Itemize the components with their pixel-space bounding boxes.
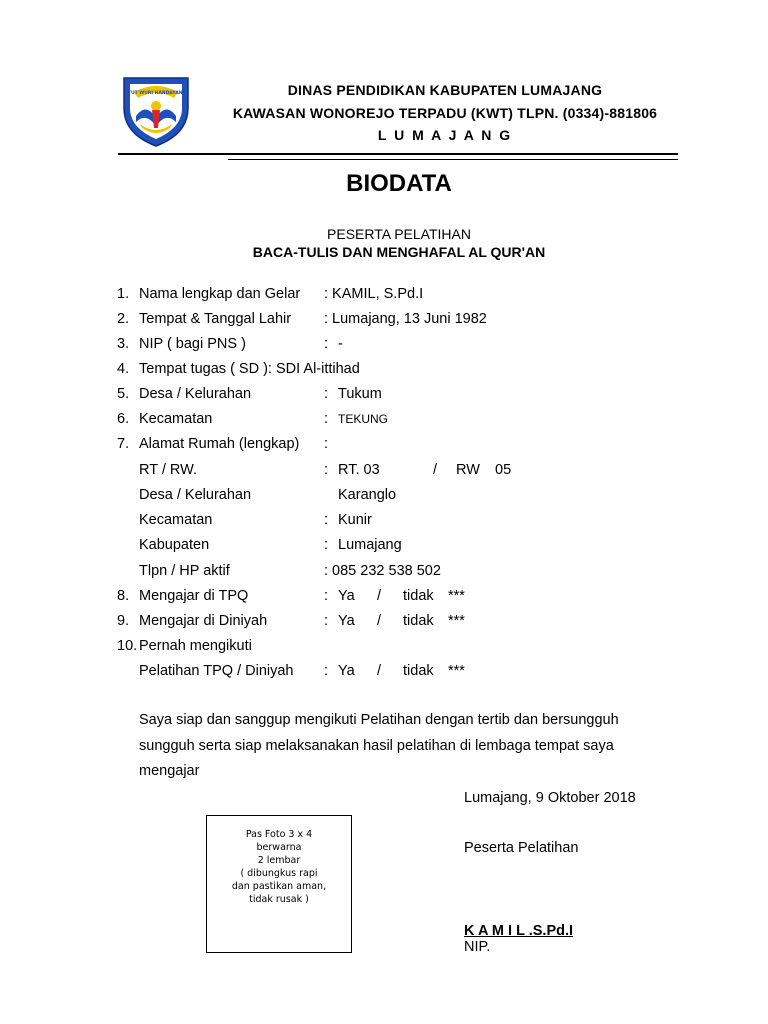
field-label-birth: Tempat & Tanggal Lahir xyxy=(139,311,292,327)
field-label-home-village: Desa / Kelurahan xyxy=(139,487,252,503)
photo-instruction-line: dan pastikan aman, xyxy=(231,881,327,892)
signature-nip: NIP. xyxy=(464,939,491,955)
document-title: BIODATA xyxy=(346,170,452,197)
header-city: L U M A J A N G xyxy=(377,127,513,143)
field-colon: : xyxy=(324,512,329,528)
statement-line: mengajar xyxy=(139,763,200,779)
field-number: 4. xyxy=(117,361,130,377)
option-slash: / xyxy=(377,663,382,679)
option-mark: *** xyxy=(448,613,465,629)
field-value-home-village: Karanglo xyxy=(338,487,397,503)
photo-instruction-line: 2 lembar xyxy=(257,855,301,866)
field-label-address: Alamat Rumah (lengkap) xyxy=(139,436,300,452)
field-number: 2. xyxy=(117,311,130,327)
statement-paragraph xyxy=(139,708,699,785)
header-rule-thin xyxy=(228,159,678,160)
signature-role: Peserta Pelatihan xyxy=(464,840,579,856)
field-value-phone: : 085 232 538 502 xyxy=(324,563,441,579)
option-ya: Ya xyxy=(338,613,355,629)
field-number: 3. xyxy=(117,336,130,352)
field-value-village: Tukum xyxy=(338,386,382,402)
header-office-name: DINAS PENDIDIKAN KABUPATEN LUMAJANG xyxy=(287,82,603,98)
field-number: 8. xyxy=(117,588,130,604)
field-label-regency: Kabupaten xyxy=(139,537,210,553)
option-slash: / xyxy=(377,588,382,604)
field-label-rw: RW xyxy=(456,462,480,478)
photo-placeholder-box xyxy=(206,815,352,953)
option-mark: *** xyxy=(448,588,465,604)
field-number: 5. xyxy=(117,386,130,402)
field-value-nip: - xyxy=(338,336,343,352)
field-colon: : xyxy=(324,462,329,478)
field-colon: : xyxy=(324,588,329,604)
field-workplace: Tempat tugas ( SD ): SDI Al-ittihad xyxy=(139,361,360,377)
field-number: 9. xyxy=(117,613,130,629)
field-value-name: : KAMIL, S.Pd.I xyxy=(324,286,424,302)
option-tidak: tidak xyxy=(403,588,434,604)
option-slash: / xyxy=(377,613,382,629)
field-value-rw: 05 xyxy=(495,462,512,478)
signature-place-date: Lumajang, 9 Oktober 2018 xyxy=(464,790,636,806)
field-label-home-district: Kecamatan xyxy=(139,512,213,528)
field-colon: : xyxy=(324,411,329,427)
subtitle-participant: PESERTA PELATIHAN xyxy=(327,226,471,242)
field-colon: : xyxy=(324,663,329,679)
option-ya: Ya xyxy=(338,588,355,604)
field-label-village: Desa / Kelurahan xyxy=(139,386,252,402)
field-number: 6. xyxy=(117,411,130,427)
option-tidak: tidak xyxy=(403,613,434,629)
option-ya: Ya xyxy=(338,663,355,679)
field-value-home-district: Kunir xyxy=(338,512,372,528)
photo-instruction-line: ( dibungkus rapi xyxy=(240,868,318,879)
photo-instruction-line: berwarna xyxy=(256,842,302,853)
subtitle-training: BACA-TULIS DAN MENGHAFAL AL QUR'AN xyxy=(252,244,546,260)
field-value-birth: : Lumajang, 13 Juni 1982 xyxy=(324,311,487,327)
field-label-rtrw: RT / RW. xyxy=(139,462,198,478)
field-colon: : xyxy=(324,336,329,352)
field-number: 10. xyxy=(117,638,138,654)
field-value-regency: Lumajang xyxy=(338,537,402,553)
photo-instruction-line: tidak rusak ) xyxy=(249,894,309,905)
option-tidak: tidak xyxy=(403,663,434,679)
field-label-diniyah: Mengajar di Diniyah xyxy=(139,613,268,629)
statement-line: sungguh serta siap melaksanakan hasil pelatihan di lembaga tempat saya xyxy=(139,737,614,754)
field-label-nip: NIP ( bagi PNS ) xyxy=(139,336,246,352)
field-value-rt: RT. 03 xyxy=(338,462,380,478)
logo-lettering: TUT WURI HANDAYANI xyxy=(127,91,185,96)
field-label-district: Kecamatan xyxy=(139,411,213,427)
option-mark: *** xyxy=(448,663,465,679)
field-label-training-tpq: Pelatihan TPQ / Diniyah xyxy=(139,663,294,679)
field-label-phone: Tlpn / HP aktif xyxy=(139,563,230,579)
field-number: 1. xyxy=(117,286,130,302)
field-colon: : xyxy=(324,613,329,629)
header-address: KAWASAN WONOREJO TERPADU (KWT) TLPN. (0334)-881806 xyxy=(232,105,658,121)
statement-line: Saya siap dan sanggup mengikuti Pelatihan dengan tertib dan bersungguh xyxy=(139,712,619,728)
signature-name: K A M I L .S.Pd.I xyxy=(464,923,574,939)
field-label-tpq: Mengajar di TPQ xyxy=(139,588,249,604)
field-slash: / xyxy=(433,462,438,478)
field-colon: : xyxy=(324,386,329,402)
field-colon: : xyxy=(324,436,329,452)
header-rule-thick xyxy=(118,153,678,155)
field-value-district: TEKUNG xyxy=(338,412,389,426)
field-colon: : xyxy=(324,537,329,553)
field-label-name: Nama lengkap dan Gelar xyxy=(139,286,301,302)
field-label-training-history: Pernah mengikuti xyxy=(139,638,252,654)
photo-instruction-line: Pas Foto 3 x 4 xyxy=(245,829,313,840)
field-number: 7. xyxy=(117,436,130,452)
